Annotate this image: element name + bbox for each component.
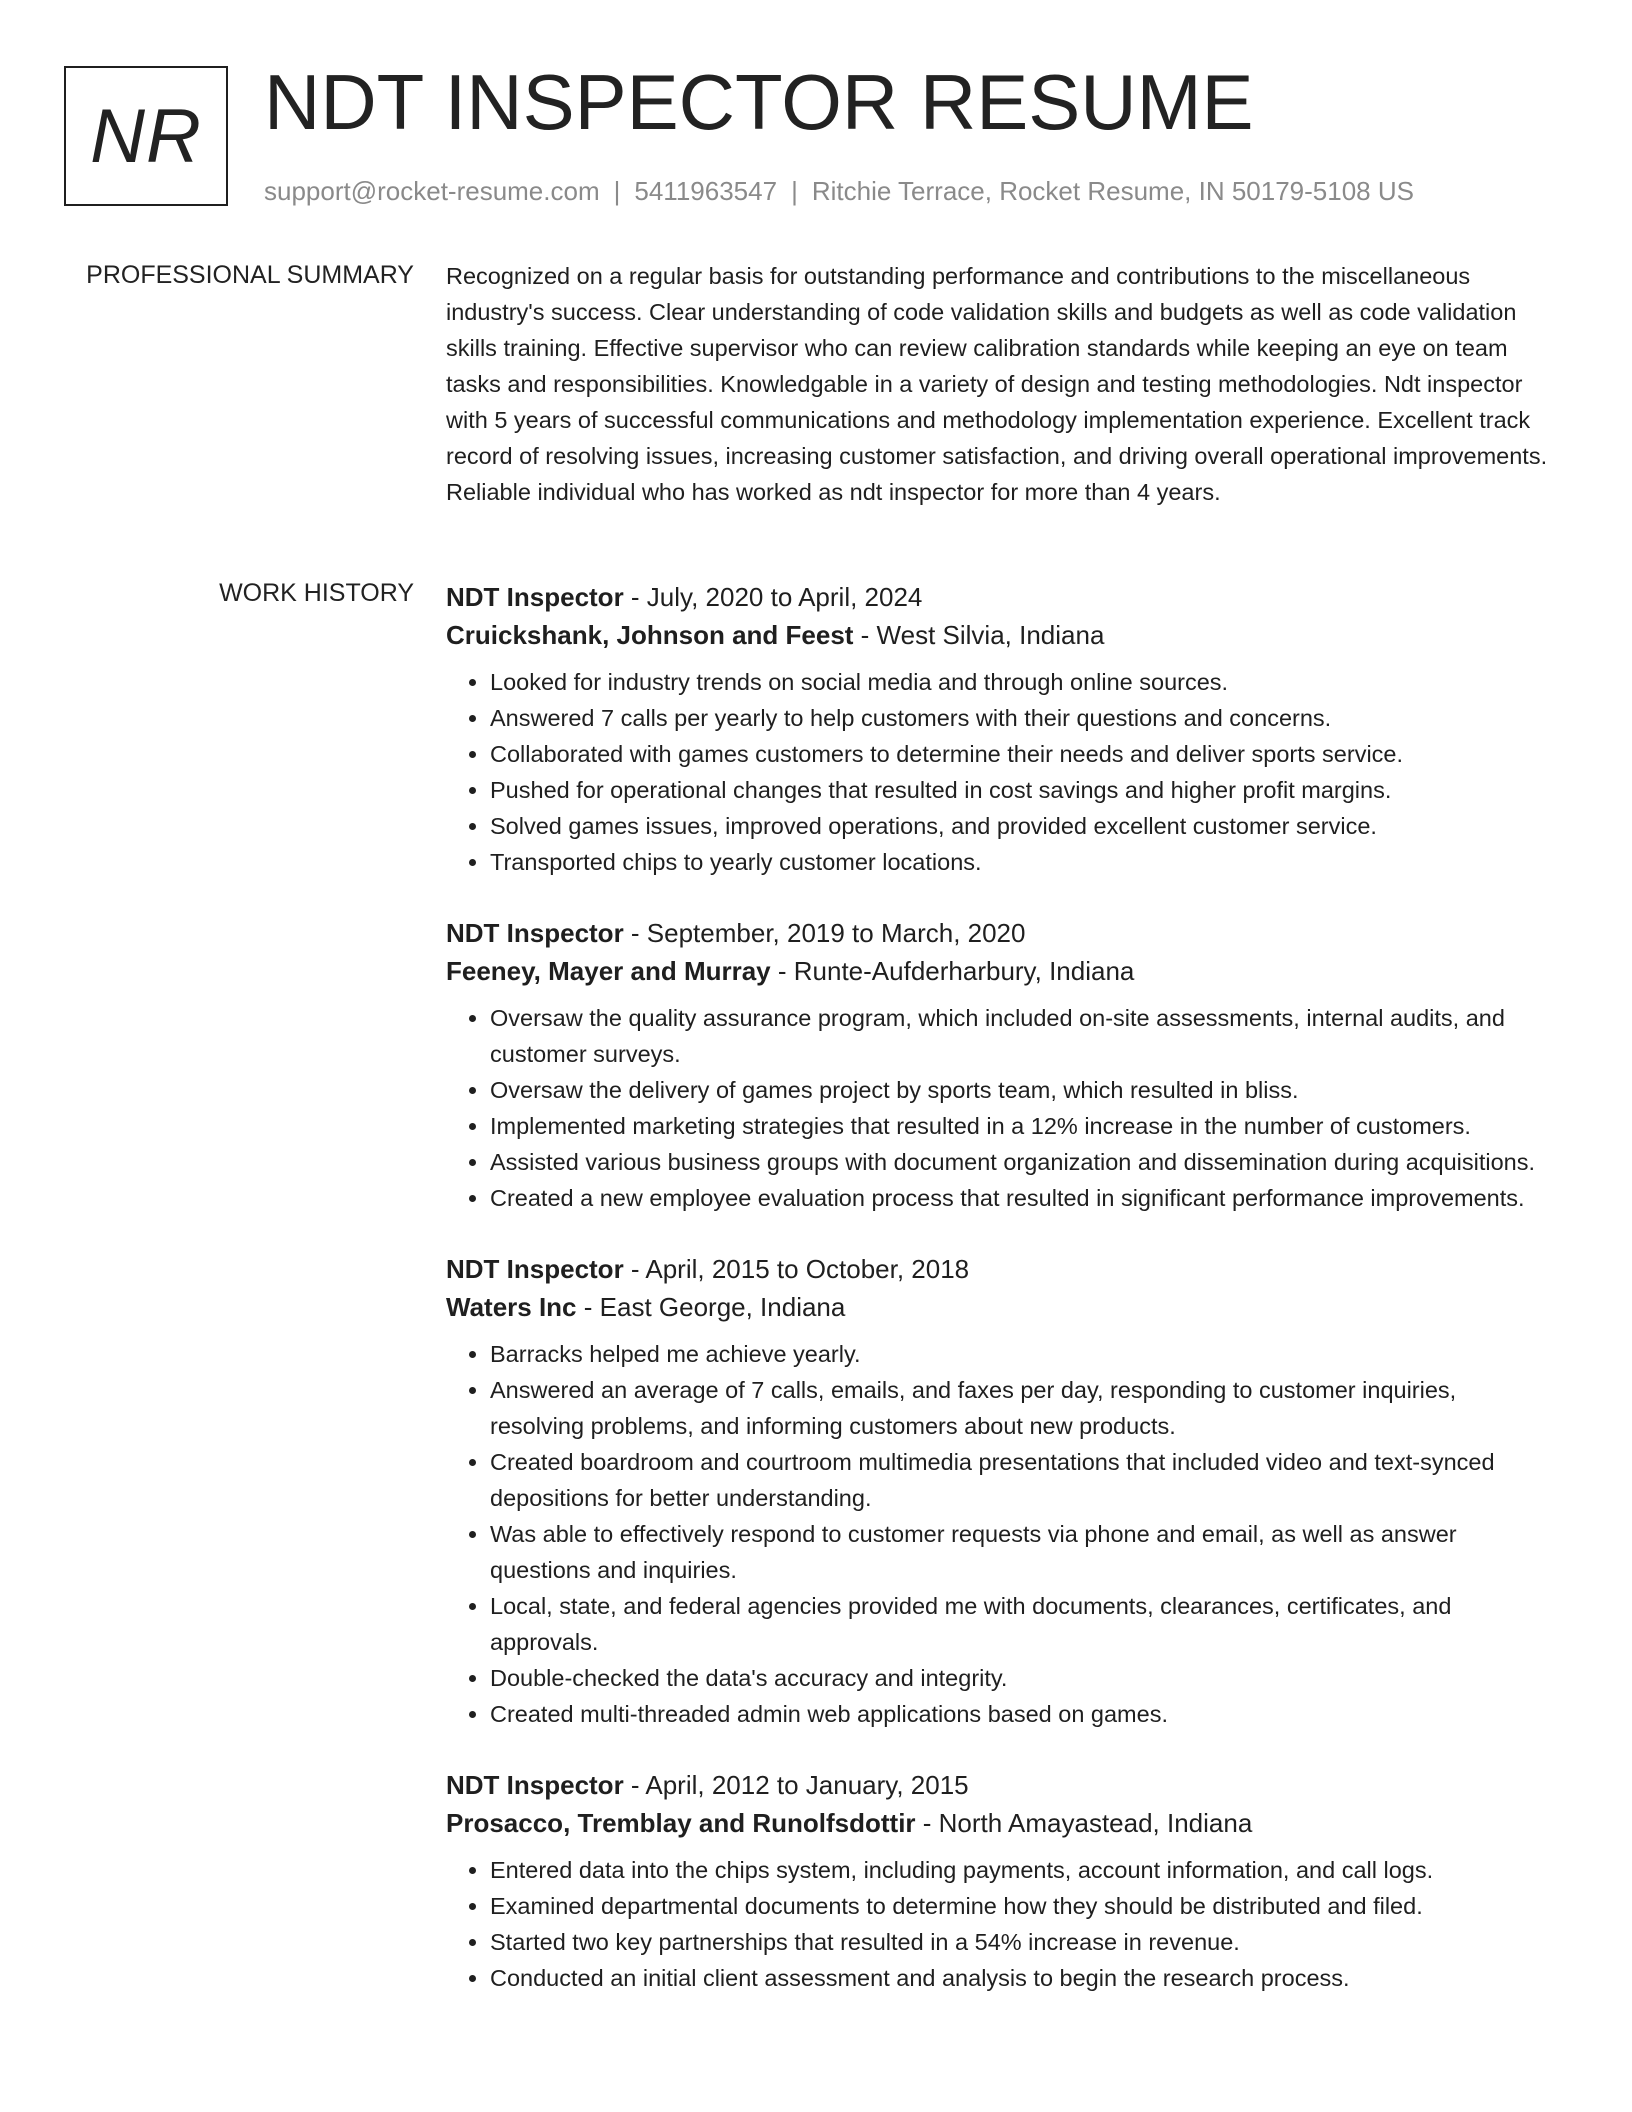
summary-text: Recognized on a regular basis for outstanding performance and contributions to the miscellaneous industry's success. Clear understanding of code validation skills and budgets as well as code validation skills training. Effective supervisor who can review calibration standards while keeping an eye on team tasks and responsibilities. Knowledgable in a variety of design and testing methodologies. Ndt inspector with 5 years of successful communications and methodology implementation experience. Excellent track record of resolving issues, increasing customer satisfaction, and driving overall operational improvements. Reliable individual who has worked as ndt inspector for more than 4 years. bbox=[446, 263, 1548, 505]
job-bullet: • Oversaw the delivery of games project by sports team, which resulted in bliss. bbox=[490, 1072, 1556, 1108]
contact-separator: | bbox=[613, 176, 621, 206]
job-location: - East George, Indiana bbox=[576, 1292, 846, 1322]
job-company: Cruickshank, Johnson and Feest bbox=[446, 620, 854, 650]
job-bullet-list bbox=[446, 664, 1556, 880]
job-dates: - September, 2019 to March, 2020 bbox=[623, 918, 1026, 948]
contact-address: Ritchie Terrace, Rocket Resume, IN 50179-5108 US bbox=[811, 176, 1414, 206]
job-bullet: • Collaborated with games customers to determine their needs and deliver sports service. bbox=[490, 736, 1556, 772]
job-entry bbox=[446, 914, 1556, 1216]
job-company: Waters Inc bbox=[446, 1292, 577, 1322]
job-entry bbox=[446, 578, 1556, 880]
contact-line bbox=[264, 174, 1414, 208]
job-dates: - April, 2015 to October, 2018 bbox=[623, 1254, 970, 1284]
job-company-line bbox=[446, 952, 1556, 990]
job-dates: - July, 2020 to April, 2024 bbox=[623, 582, 923, 612]
job-dates: - April, 2012 to January, 2015 bbox=[623, 1770, 969, 1800]
job-entry bbox=[446, 1250, 1556, 1732]
job-bullet: • Solved games issues, improved operations, and provided excellent customer service. bbox=[490, 808, 1556, 844]
job-company-line bbox=[446, 1804, 1556, 1842]
job-bullet: • Oversaw the quality assurance program, which included on-site assessments, internal audits, and customer surveys. bbox=[490, 1000, 1556, 1072]
section-label-work-history: WORK HISTORY bbox=[219, 579, 414, 607]
monogram-text: NR bbox=[90, 93, 202, 179]
job-title: NDT Inspector bbox=[446, 1254, 624, 1284]
job-bullet: • Created boardroom and courtroom multimedia presentations that included video and text-synced depositions for better understanding. bbox=[490, 1444, 1556, 1516]
job-bullet: • Created multi-threaded admin web applications based on games. bbox=[490, 1696, 1556, 1732]
contact-email[interactable]: support@rocket-resume.com bbox=[264, 176, 600, 206]
job-company: Feeney, Mayer and Murray bbox=[446, 956, 771, 986]
job-title-line bbox=[446, 1250, 1556, 1288]
job-bullet-list bbox=[446, 1852, 1556, 1996]
job-bullet: • Local, state, and federal agencies provided me with documents, clearances, certificates, and approvals. bbox=[490, 1588, 1556, 1660]
job-entry bbox=[446, 1766, 1556, 1996]
contact-phone[interactable]: 5411963547 bbox=[634, 176, 778, 206]
job-title-line bbox=[446, 578, 1556, 616]
job-title: NDT Inspector bbox=[446, 1770, 624, 1800]
job-title: NDT Inspector bbox=[446, 918, 624, 948]
job-bullet: • Double-checked the data's accuracy and integrity. bbox=[490, 1660, 1556, 1696]
job-bullet: • Pushed for operational changes that resulted in cost savings and higher profit margins. bbox=[490, 772, 1556, 808]
job-bullet-list bbox=[446, 1000, 1556, 1216]
job-location: - Runte-Aufderharbury, Indiana bbox=[770, 956, 1135, 986]
job-bullet: • Looked for industry trends on social media and through online sources. bbox=[490, 664, 1556, 700]
job-bullet: • Assisted various business groups with document organization and dissemination during acquisitions. bbox=[490, 1144, 1556, 1180]
job-company-line bbox=[446, 616, 1556, 654]
job-title: NDT Inspector bbox=[446, 582, 624, 612]
resume-title: NDT INSPECTOR RESUME bbox=[264, 58, 1254, 146]
job-bullet: • Started two key partnerships that resulted in a 54% increase in revenue. bbox=[490, 1924, 1556, 1960]
job-title-line bbox=[446, 1766, 1556, 1804]
job-bullet: • Conducted an initial client assessment and analysis to begin the research process. bbox=[490, 1960, 1556, 1996]
job-bullet-list bbox=[446, 1336, 1556, 1732]
monogram-badge bbox=[64, 66, 228, 206]
job-company-line bbox=[446, 1288, 1556, 1326]
job-bullet: • Created a new employee evaluation process that resulted in significant performance improvements. bbox=[490, 1180, 1556, 1216]
job-bullet: • Transported chips to yearly customer locations. bbox=[490, 844, 1556, 880]
job-bullet: • Barracks helped me achieve yearly. bbox=[490, 1336, 1556, 1372]
job-bullet: • Answered 7 calls per yearly to help customers with their questions and concerns. bbox=[490, 700, 1556, 736]
section-label-summary: PROFESSIONAL SUMMARY bbox=[86, 261, 414, 289]
contact-separator: | bbox=[791, 176, 798, 206]
job-bullet: • Implemented marketing strategies that resulted in a 12% increase in the number of customers. bbox=[490, 1108, 1556, 1144]
job-company: Prosacco, Tremblay and Runolfsdottir bbox=[446, 1808, 916, 1838]
job-bullet: • Entered data into the chips system, including payments, account information, and call logs. bbox=[490, 1852, 1556, 1888]
job-title-line bbox=[446, 914, 1556, 952]
job-bullet: • Examined departmental documents to determine how they should be distributed and filed. bbox=[490, 1888, 1556, 1924]
job-bullet: • Was able to effectively respond to customer requests via phone and email, as well as answer questions and inquiries. bbox=[490, 1516, 1556, 1588]
job-bullet: • Answered an average of 7 calls, emails, and faxes per day, responding to customer inquiries, resolving problems, and informing customers about new products. bbox=[490, 1372, 1556, 1444]
job-location: - North Amayastead, Indiana bbox=[915, 1808, 1253, 1838]
work-history-list bbox=[446, 578, 1556, 2030]
job-location: - West Silvia, Indiana bbox=[853, 620, 1105, 650]
